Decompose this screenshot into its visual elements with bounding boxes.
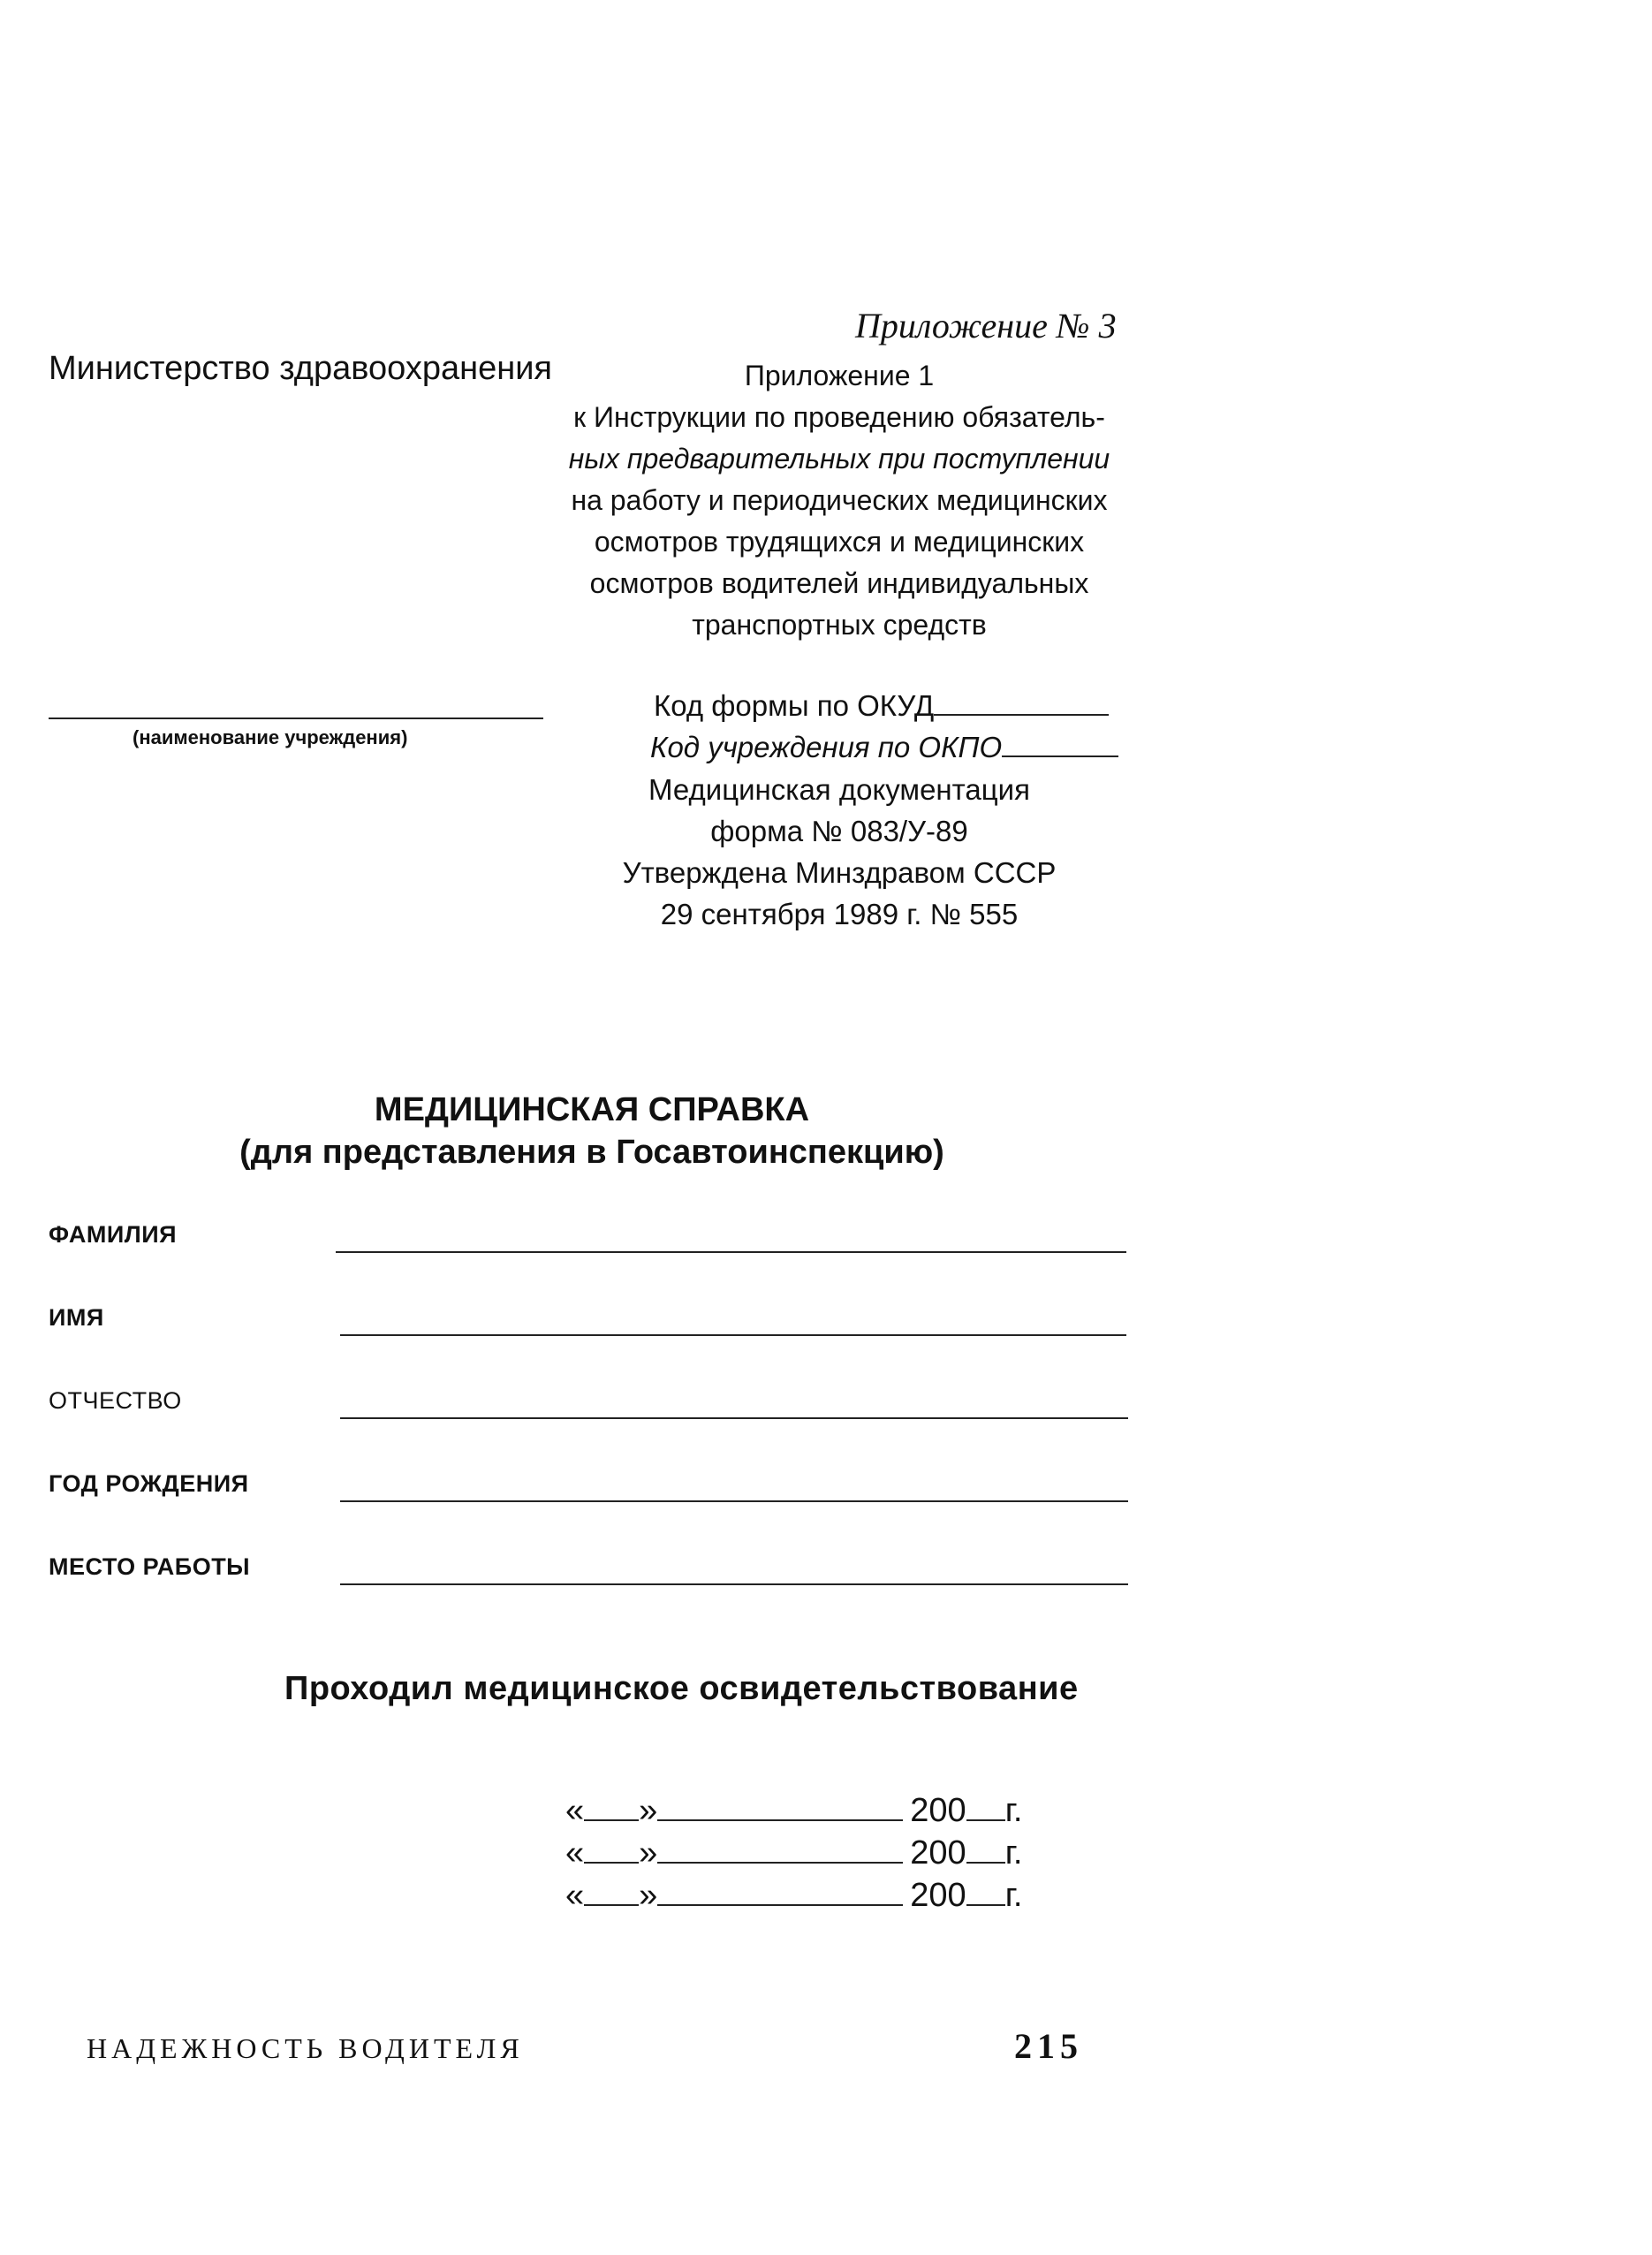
annex-line: осмотров трудящихся и медицинских <box>594 526 1085 558</box>
year-blank[interactable] <box>966 1878 1005 1906</box>
field-line-patronymic[interactable] <box>340 1417 1128 1419</box>
month-blank[interactable] <box>657 1835 903 1864</box>
field-label-surname: ФАМИЛИЯ <box>49 1221 178 1248</box>
annex-line: осмотров водителей индивидуальных <box>589 567 1089 599</box>
okud-label: Код формы по ОКУД <box>654 689 935 722</box>
approved-by: Утверждена Минздравом СССР <box>622 856 1057 889</box>
open-quote: « <box>565 1792 585 1829</box>
date-row <box>565 1834 1022 1872</box>
year-suffix: г. <box>1004 1834 1023 1872</box>
month-blank[interactable] <box>657 1878 903 1906</box>
page-number: 215 <box>1014 2026 1083 2066</box>
field-label-workplace: МЕСТО РАБОТЫ <box>49 1553 251 1580</box>
appendix-label: Приложение № 3 <box>855 306 1117 345</box>
open-quote: « <box>565 1877 585 1914</box>
approved-date: 29 сентября 1989 г. № 555 <box>660 898 1019 930</box>
ministry-name: Министерство здравоохранения <box>49 350 552 387</box>
open-quote: « <box>565 1834 585 1872</box>
document-subtitle: (для представления в Госавтоинспекцию) <box>239 1134 944 1171</box>
year-prefix: 200 <box>910 1834 966 1872</box>
year-prefix: 200 <box>910 1877 966 1914</box>
exam-heading: Проходил медицинское освидетельствование <box>284 1670 1079 1707</box>
field-label-name: ИМЯ <box>49 1304 104 1331</box>
date-row <box>565 1792 1022 1830</box>
okud-blank <box>934 687 1109 716</box>
annex-line: к Инструкции по проведению обязатель- <box>573 401 1105 433</box>
date-row <box>565 1877 1022 1915</box>
year-suffix: г. <box>1004 1792 1023 1829</box>
field-line-workplace[interactable] <box>340 1583 1128 1585</box>
annex-title: Приложение 1 <box>744 360 935 391</box>
annex-block <box>548 355 1131 646</box>
institution-line <box>49 718 543 719</box>
day-blank[interactable] <box>584 1793 639 1821</box>
field-line-birth-year[interactable] <box>340 1500 1128 1502</box>
year-blank[interactable] <box>966 1835 1005 1864</box>
year-prefix: 200 <box>910 1792 966 1829</box>
doc-type: Медицинская документация <box>648 773 1030 806</box>
field-label-birth-year: ГОД РОЖДЕНИЯ <box>49 1470 249 1497</box>
okpo-code <box>650 729 1118 764</box>
okpo-label: Код учреждения по ОКПО <box>650 731 1003 763</box>
form-info <box>583 769 1095 935</box>
day-blank[interactable] <box>584 1878 639 1906</box>
annex-line: ных предварительных при поступлении <box>568 443 1110 475</box>
close-quote: » <box>639 1834 658 1872</box>
running-title: НАДЕЖНОСТЬ ВОДИТЕЛЯ <box>87 2032 524 2064</box>
okpo-blank <box>1002 729 1118 757</box>
year-blank[interactable] <box>966 1793 1005 1821</box>
month-blank[interactable] <box>657 1793 903 1821</box>
annex-line: на работу и периодических медицинских <box>571 484 1108 516</box>
field-line-surname[interactable] <box>336 1251 1126 1253</box>
close-quote: » <box>639 1792 658 1829</box>
okud-code <box>654 687 1109 723</box>
annex-line: транспортных средств <box>692 609 987 641</box>
field-line-name[interactable] <box>340 1334 1126 1336</box>
day-blank[interactable] <box>584 1835 639 1864</box>
document-title: МЕДИЦИНСКАЯ СПРАВКА <box>374 1091 810 1128</box>
institution-caption: (наименование учреждения) <box>133 726 408 748</box>
close-quote: » <box>639 1877 658 1914</box>
field-label-patronymic: ОТЧЕСТВО <box>49 1387 182 1414</box>
year-suffix: г. <box>1004 1877 1023 1914</box>
form-number: форма № 083/У-89 <box>710 815 968 847</box>
